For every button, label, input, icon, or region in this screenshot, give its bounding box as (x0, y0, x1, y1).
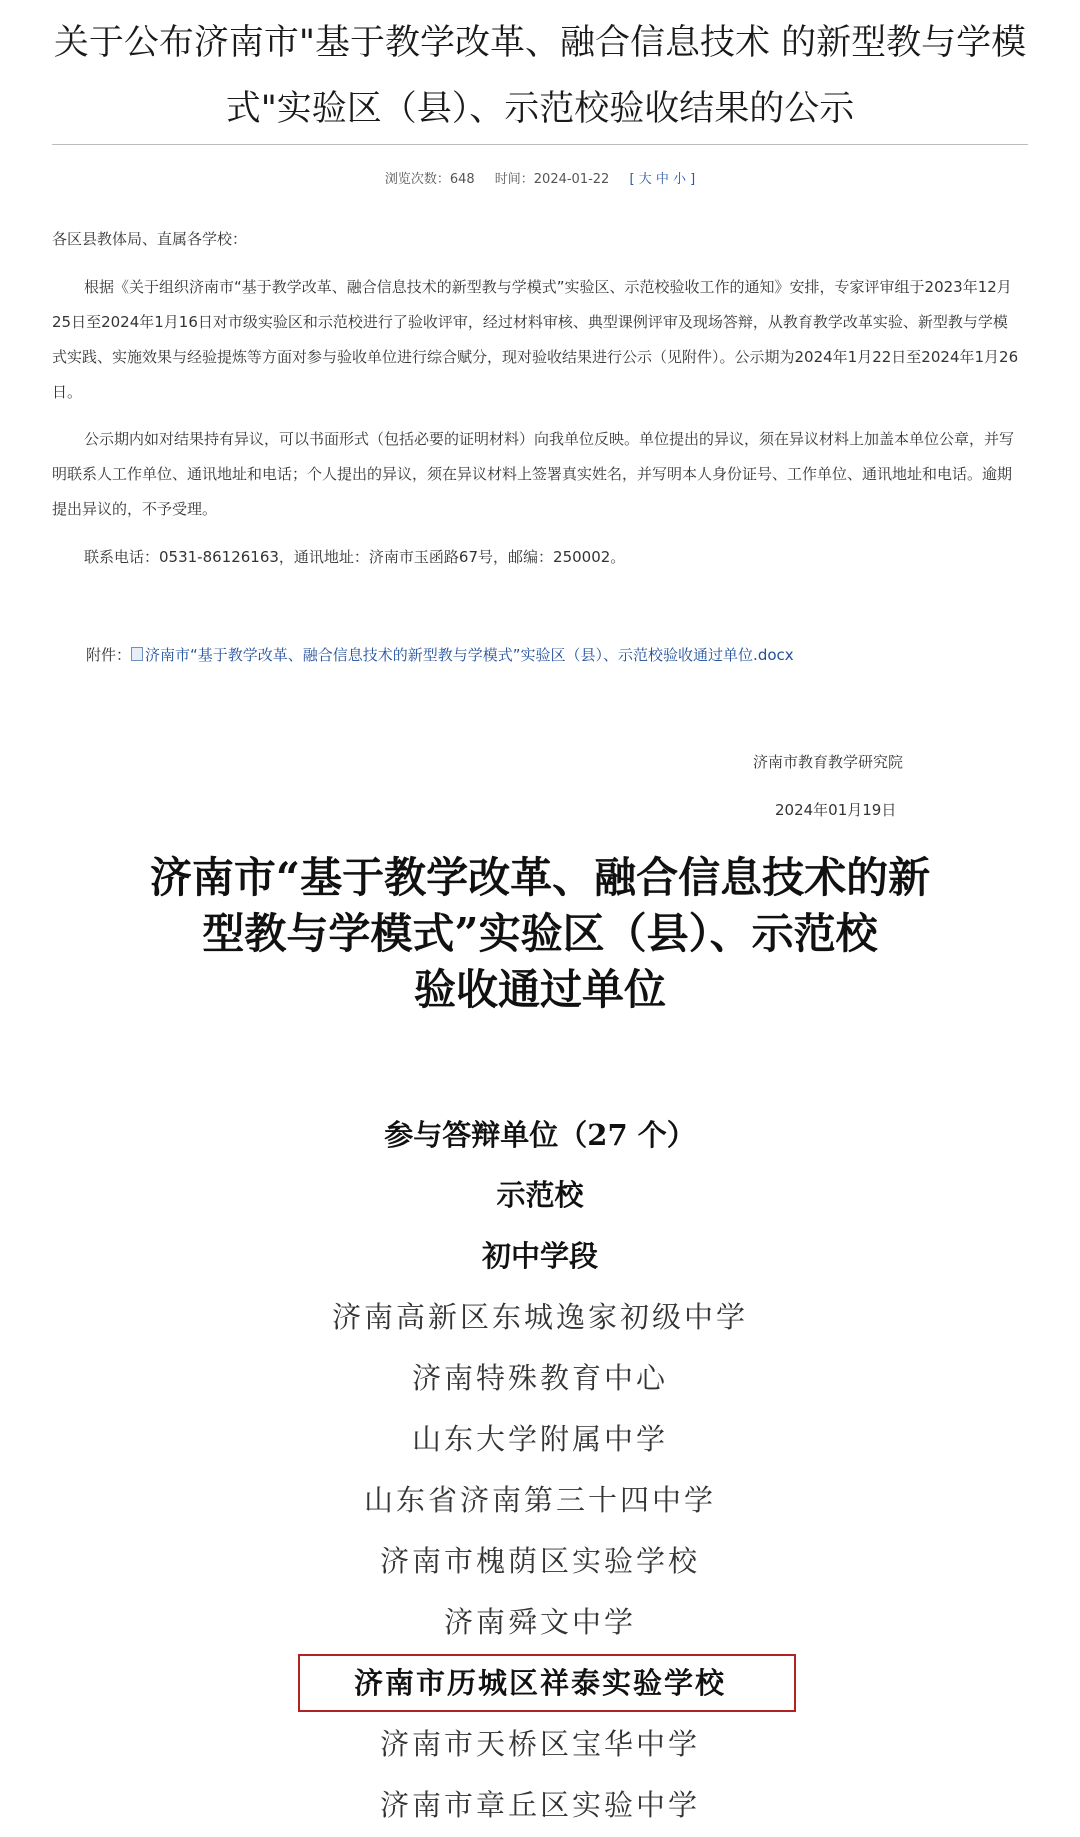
attachment (86, 644, 794, 665)
article-meta (0, 168, 1080, 187)
school-item: 山东省济南第三十四中学 (363, 1483, 716, 1517)
document-title (40, 850, 1040, 1018)
school-item: 山东大学附属中学 (411, 1422, 668, 1456)
school-item: 济南市槐荫区实验学校 (379, 1544, 700, 1578)
publish-time: 时间：2024-01-22 (494, 172, 610, 187)
title-divider (52, 144, 1028, 145)
school-item: 济南舜文中学 (443, 1605, 636, 1639)
attachment-label: 附件： (86, 646, 132, 664)
document-title-line-3: 验收通过单位 (413, 965, 666, 1014)
salutation: 各区县教体局、直属各学校： (52, 230, 248, 248)
highlighted-school-item: 济南市历城区祥泰实验学校 (353, 1666, 726, 1700)
section-heading: 参与答辩单位（27 个） (384, 1118, 696, 1152)
school-item: 济南市天桥区宝华中学 (379, 1727, 700, 1761)
font-size-links[interactable]: [ 大 中 小 ] (629, 172, 696, 187)
signature-organization: 济南市教育教学研究院 (753, 753, 904, 771)
article-title-line-2: 式"实验区（县）、示范校验收结果的公示 (225, 89, 855, 129)
school-item: 济南高新区东城逸家初级中学 (331, 1300, 748, 1334)
article-title-line-1: 关于公布济南市"基于教学改革、融合信息技术 的新型教与学模 (53, 23, 1027, 63)
paragraph-2: 公示期内如对结果持有异议，可以书面形式（包括必要的证明材料）向我单位反映。单位提出的异议，须在异议材料上加盖本单位公章，并写明联系人工作单位、通讯地址和电话；个人提出的异议，须在异议材料上签署真实姓名，并写明本人身份证号、工作单位、通讯地址和电话。逾期提出异议的，不予受理。 (52, 430, 1015, 518)
category-heading: 示范校 (496, 1178, 584, 1212)
contact-info: 联系电话：0531-86126163，通讯地址：济南市玉函路67号，邮编：250002。 (84, 548, 626, 566)
document-icon (131, 647, 143, 661)
stage-heading: 初中学段 (481, 1239, 598, 1273)
paragraph-1: 根据《关于组织济南市“基于教学改革、融合信息技术的新型教与学模式”实验区、示范校验收工作的通知》安排，专家评审组于2023年12月25日至2024年1月16日对市级实验区和示范校进行了验收评审，经过材料审核、典型课例评审及现场答辩，从教育教学改革实验、新型教与学模式实践、实施效果与经验提炼等方面对参与验收单位进行综合赋分，现对验收结果进行公示（见附件）。公示期为2024年1月22日至2024年1月26日。 (52, 278, 1019, 401)
signature-date: 2024年01月19日 (775, 801, 897, 819)
view-count: 浏览次数：648 (384, 172, 475, 187)
document-title-line-2: 型教与学模式”实验区（县）、示范校 (202, 909, 878, 958)
document-title-line-1: 济南市“基于教学改革、融合信息技术的新 (149, 853, 931, 902)
highlight-box (298, 1654, 796, 1712)
attachment-link[interactable]: 济南市“基于教学改革、融合信息技术的新型教与学模式”实验区（县）、示范校验收通过单位.docx (145, 646, 794, 664)
school-item: 济南市章丘区实验中学 (379, 1788, 700, 1822)
school-item: 济南特殊教育中心 (411, 1361, 668, 1395)
article-title (52, 10, 1028, 142)
